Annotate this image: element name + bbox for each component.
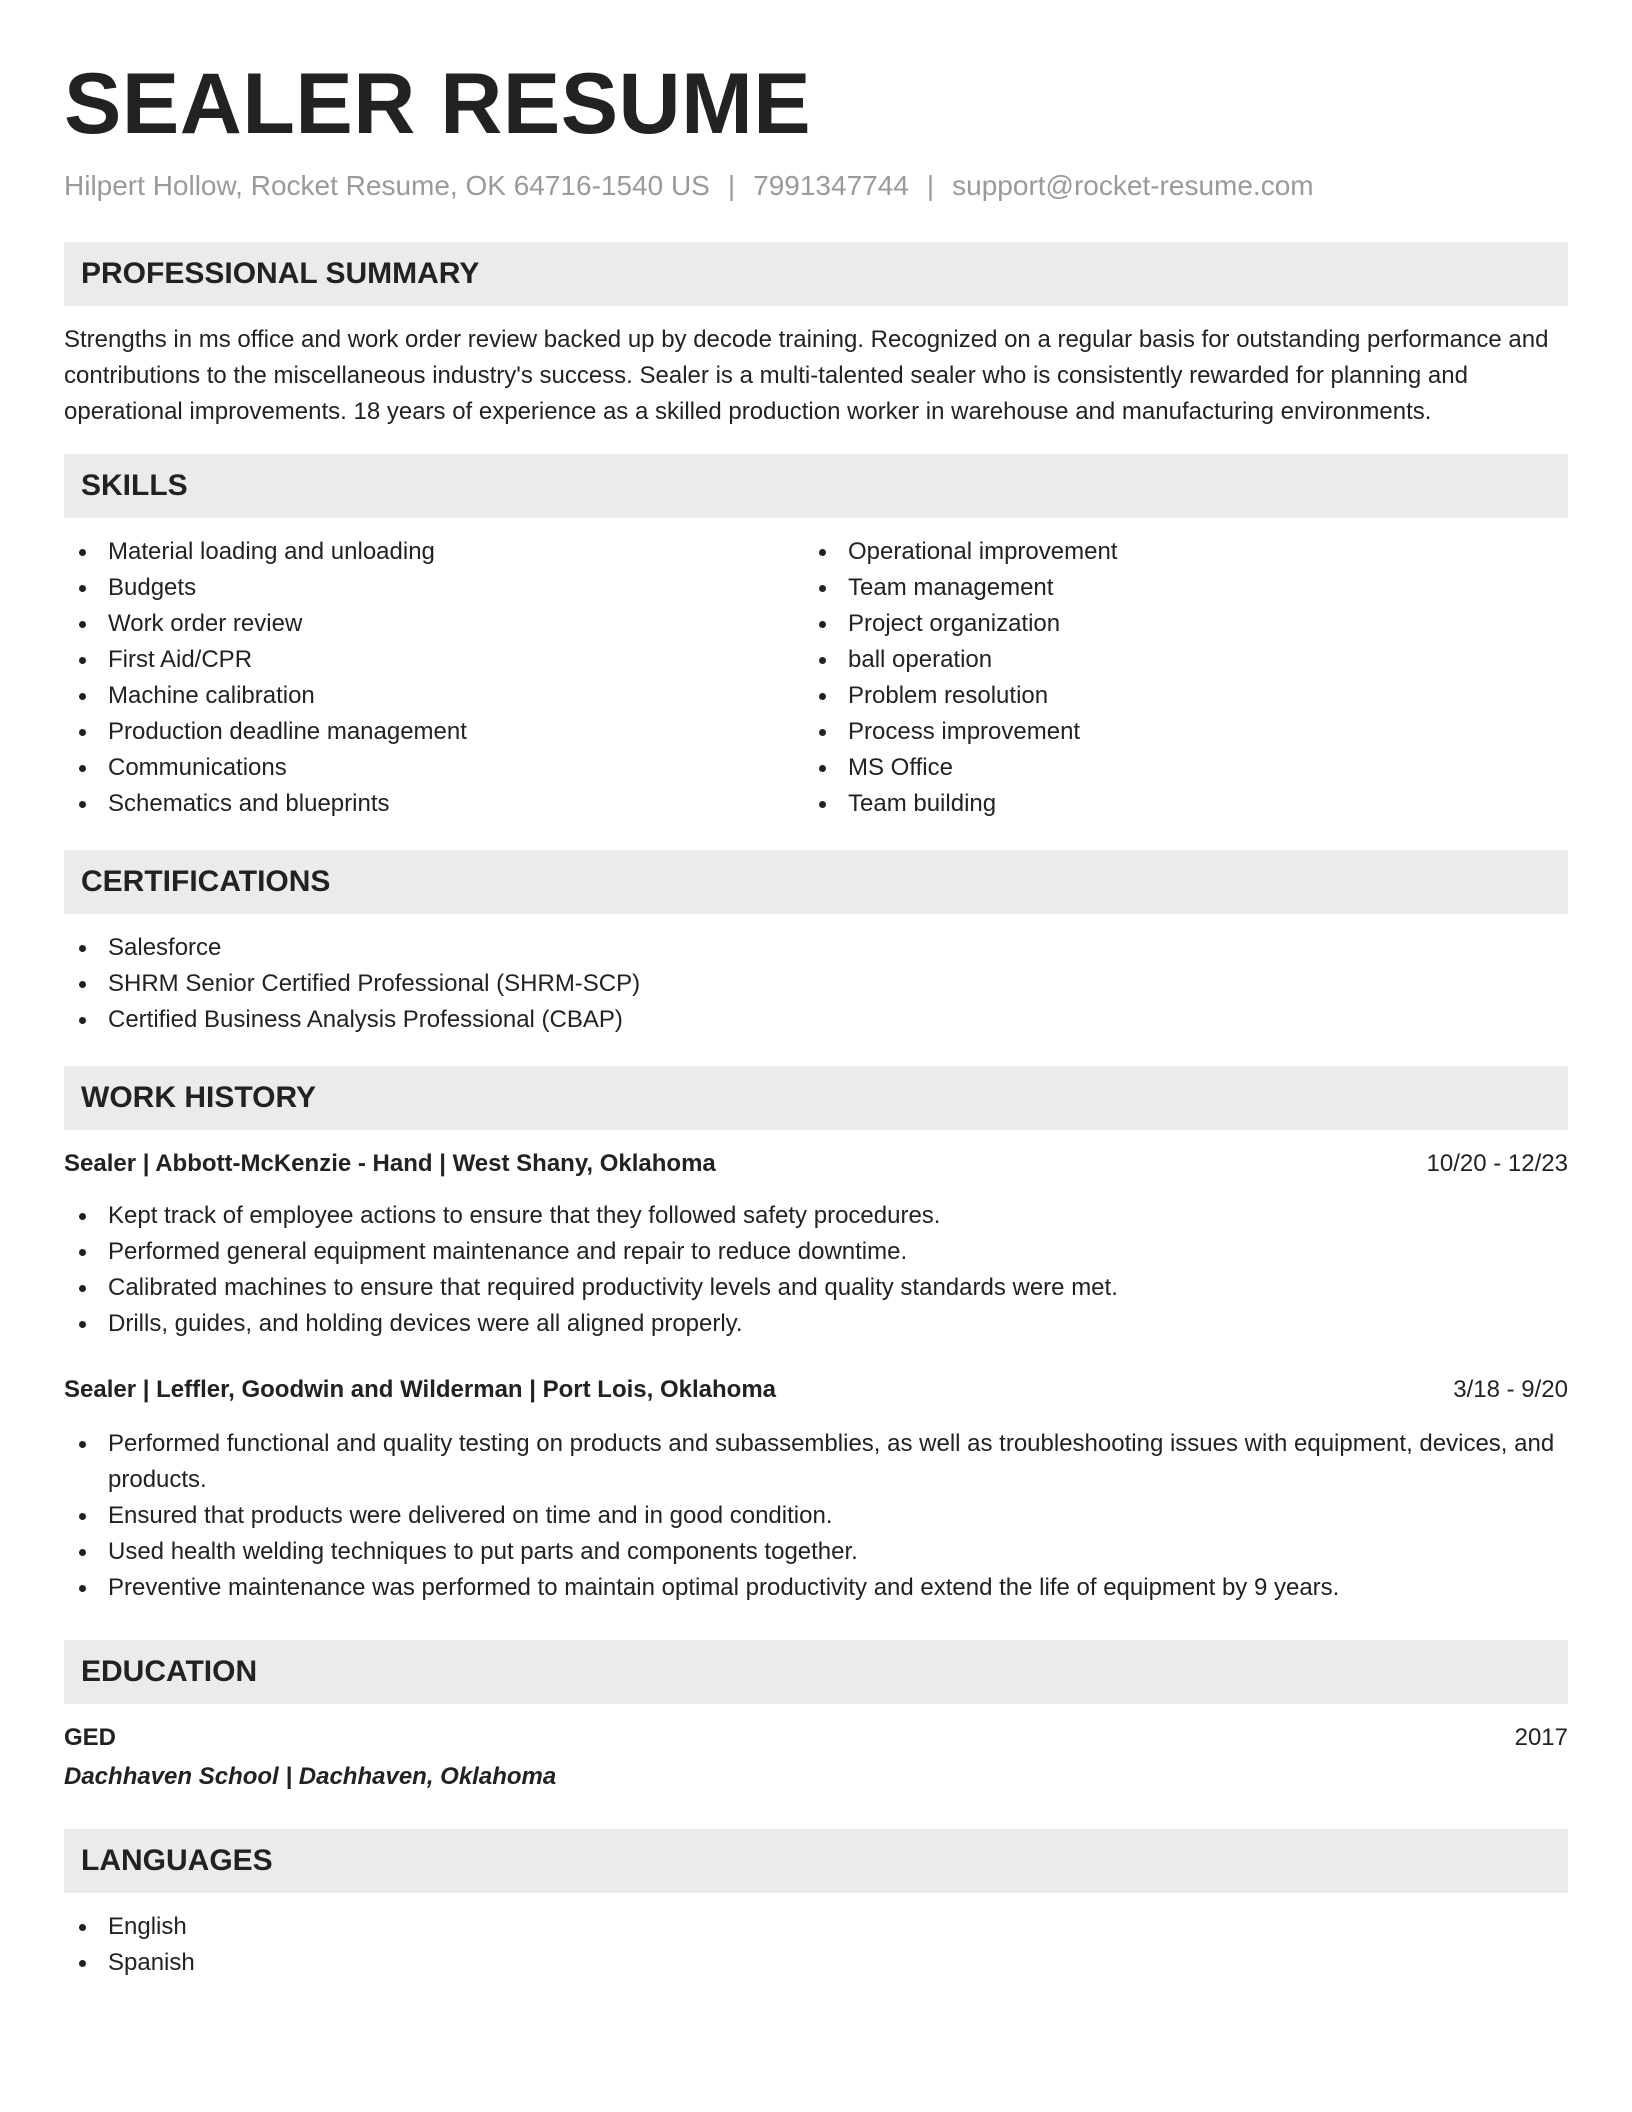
job-entry xyxy=(64,1372,1568,1606)
resume-title: SEALER RESUME xyxy=(64,56,812,152)
job-duty-item: Calibrated machines to ensure that required productivity levels and quality standards were met. xyxy=(64,1270,1568,1306)
contact-email[interactable]: support@rocket-resume.com xyxy=(952,170,1314,201)
job-duty-item: Preventive maintenance was performed to maintain optimal productivity and extend the life of equipment by 9 years. xyxy=(64,1570,1568,1606)
job-dates: 3/18 - 9/20 xyxy=(1453,1376,1568,1403)
job-header xyxy=(64,1146,1568,1182)
section-heading-summary: PROFESSIONAL SUMMARY xyxy=(64,242,1568,306)
skill-item: Work order review xyxy=(64,606,804,642)
section-heading-skills: SKILLS xyxy=(64,454,1568,518)
contact-phone: 7991347744 xyxy=(753,170,909,201)
section-heading-languages: LANGUAGES xyxy=(64,1829,1568,1893)
contact-address: Hilpert Hollow, Rocket Resume, OK 64716-1540 US xyxy=(64,170,710,201)
job-title: Sealer | Abbott-McKenzie - Hand | West Shany, Oklahoma xyxy=(64,1150,716,1177)
section-heading-education: EDUCATION xyxy=(64,1640,1568,1704)
job-duty-item: Performed functional and quality testing on products and subassemblies, as well as troubleshooting issues with equipment, devices, and products. xyxy=(64,1426,1568,1498)
skill-item: MS Office xyxy=(804,750,1544,786)
skill-item: Machine calibration xyxy=(64,678,804,714)
job-title: Sealer | Leffler, Goodwin and Wilderman | Port Lois, Oklahoma xyxy=(64,1376,777,1403)
job-duty-item: Drills, guides, and holding devices were all aligned properly. xyxy=(64,1306,1568,1342)
language-item: English xyxy=(64,1909,1568,1945)
education-year: 2017 xyxy=(1514,1724,1568,1751)
job-duty-item: Used health welding techniques to put parts and components together. xyxy=(64,1534,1568,1570)
job-dates: 10/20 - 12/23 xyxy=(1426,1150,1568,1177)
certification-item: Certified Business Analysis Professional (CBAP) xyxy=(64,1002,1568,1038)
skills-column-left xyxy=(64,534,804,822)
skill-item: Team management xyxy=(804,570,1544,606)
skills-list xyxy=(64,534,1568,822)
skills-column-right xyxy=(804,534,1544,822)
summary-text: Strengths in ms office and work order review backed up by decode training. Recognized on a regular basis for outstanding performance and contributions to the miscellaneous industry's success. Sealer is a multi-talented sealer who is consistently rewarded for planning and operational improvements. 18 years of experience as a skilled production worker in warehouse and manufacturing environments. xyxy=(64,326,1549,425)
skill-item: Communications xyxy=(64,750,804,786)
skill-item: Operational improvement xyxy=(804,534,1544,570)
job-duty-item: Ensured that products were delivered on time and in good condition. xyxy=(64,1498,1568,1534)
education-degree: GED xyxy=(64,1724,117,1751)
skill-item: Budgets xyxy=(64,570,804,606)
certifications-list xyxy=(64,930,1568,1038)
contact-separator: | xyxy=(727,170,736,201)
education-header xyxy=(64,1720,1568,1756)
job-header xyxy=(64,1372,1568,1408)
language-item: Spanish xyxy=(64,1945,1568,1981)
skill-item: First Aid/CPR xyxy=(64,642,804,678)
skill-item: Project organization xyxy=(804,606,1544,642)
job-duty-item: Performed general equipment maintenance and repair to reduce downtime. xyxy=(64,1234,1568,1270)
skill-item: Process improvement xyxy=(804,714,1544,750)
education-entry xyxy=(64,1720,1568,1795)
languages-list xyxy=(64,1909,1568,1981)
skill-item: Production deadline management xyxy=(64,714,804,750)
section-heading-certifications: CERTIFICATIONS xyxy=(64,850,1568,914)
job-entry xyxy=(64,1146,1568,1342)
contact-separator: | xyxy=(926,170,935,201)
education-school: Dachhaven School | Dachhaven, Oklahoma xyxy=(64,1763,557,1790)
certification-item: Salesforce xyxy=(64,930,1568,966)
skill-item: Problem resolution xyxy=(804,678,1544,714)
section-heading-work-history: WORK HISTORY xyxy=(64,1066,1568,1130)
skill-item: Material loading and unloading xyxy=(64,534,804,570)
certification-item: SHRM Senior Certified Professional (SHRM-SCP) xyxy=(64,966,1568,1002)
skill-item: Schematics and blueprints xyxy=(64,786,804,822)
job-duties-list xyxy=(64,1198,1568,1342)
skill-item: ball operation xyxy=(804,642,1544,678)
contact-line xyxy=(64,166,1568,206)
skill-item: Team building xyxy=(804,786,1544,822)
job-duties-list xyxy=(64,1426,1568,1606)
job-duty-item: Kept track of employee actions to ensure that they followed safety procedures. xyxy=(64,1198,1568,1234)
